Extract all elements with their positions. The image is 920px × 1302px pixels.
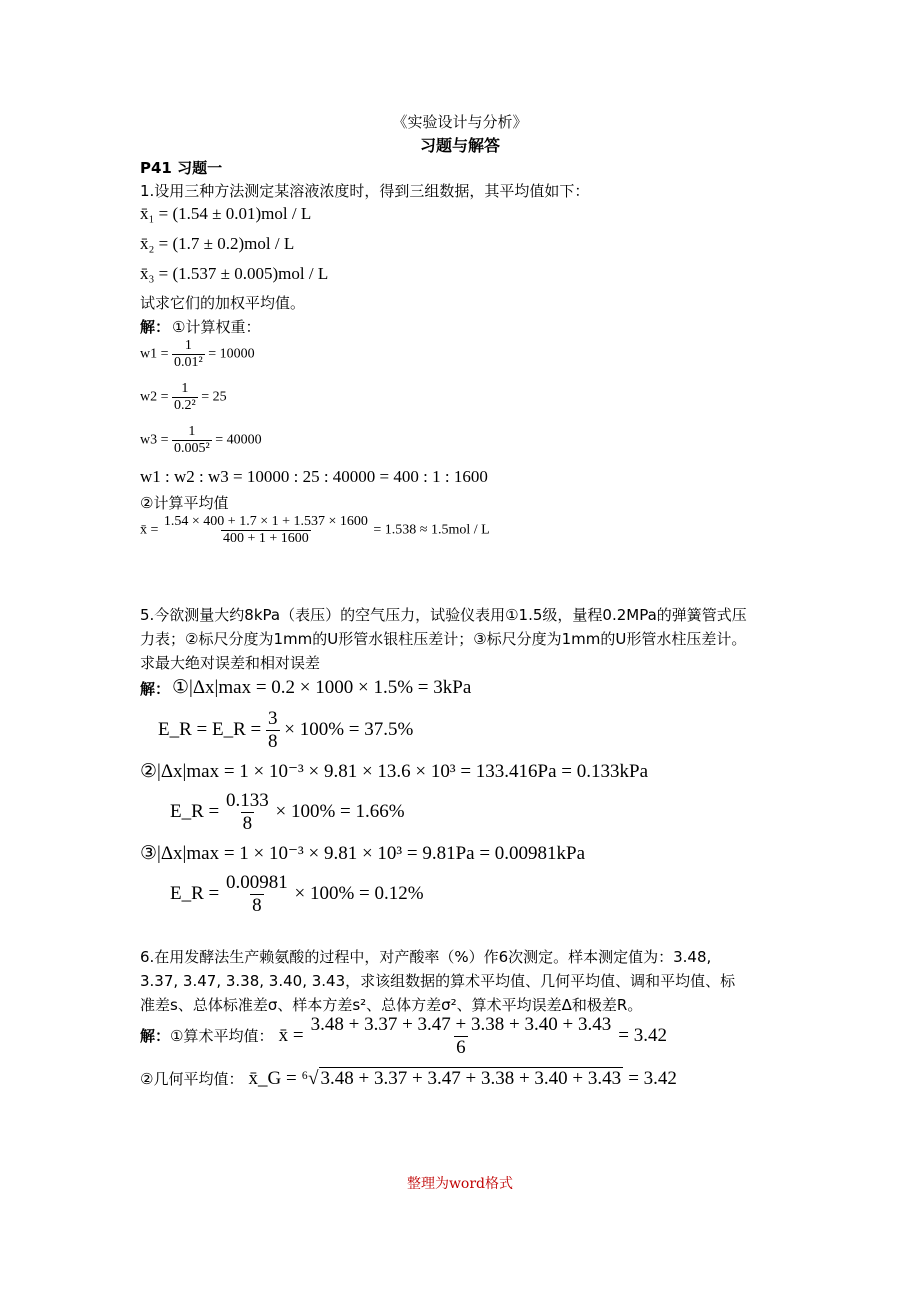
footer-note: 整理为word格式 [406,1176,514,1192]
q5-s2-er-rhs: × 100% = 1.66% [275,800,405,822]
q1-step1: ①计算权重： [172,318,261,336]
q1-avg-rhs: = 1.538 ≈ 1.5mol / L [373,522,490,538]
q1-w3-lhs: w3 = [140,432,169,448]
q1-w3-frac [172,424,212,457]
q5-s2-er-den: 8 [242,813,253,834]
q5-s2-er-lhs: E_R = [170,800,220,822]
q1-w3-den: 0.005² [174,441,210,456]
q1-avg-lhs: x̄ = [140,522,159,538]
q1-ratio: w1 : w2 : w3 = 10000 : 25 : 40000 = 400 : 1 : 1600 [140,467,488,486]
doc-subtitle: 习题与解答 [419,136,500,155]
q6-arith-mean [140,1014,667,1059]
q6-a2-rhs: = 3.42 [628,1068,677,1089]
q1-w3-rhs: = 40000 [215,432,262,448]
q6-prompt-line2: 3.37, 3.47, 3.38, 3.40, 3.43，求该组数据的算术平均值、几何平均值、调和平均值、标 [140,972,736,990]
q1-solution-label: 解： [140,318,171,336]
q1-w1-frac [172,338,205,371]
q1-w1 [140,338,255,371]
q5-prompt-line1: 5.今欲测量大约8kPa（表压）的空气压力，试验仪表用①1.5级，量程0.2MPa的弹簧管式压 [140,606,747,624]
q1-avg-den: 400 + 1 + 1600 [223,531,309,546]
q5-s1-er [158,708,413,753]
q5-s3-eq: ③|Δx|max = 1 × 10⁻³ × 9.81 × 10³ = 9.81Pa = 0.00981kPa [140,843,586,864]
q5-s1-er-num: 3 [268,708,278,729]
q5-s3-er-lhs: E_R = [170,882,220,904]
q1-w1-den: 0.01² [174,355,203,370]
q5-s2-er-frac [224,790,271,835]
q1-x3: x̄₃ = (1.537 ± 0.005)mol / L [140,264,329,283]
q5-prompt-line3: 求最大绝对误差和相对误差 [140,654,321,672]
q1-w2-num: 1 [181,381,189,396]
q1-avg-frac [162,514,370,547]
q5-s3-er-den: 8 [252,895,262,916]
q6-prompt-line1: 6.在用发酵法生产赖氨酸的过程中，对产酸率（%）作6次测定。样本测定值为：3.48, [140,948,712,966]
q6-a1-label: ①算术平均值： [170,1027,274,1045]
q5-s1-er-frac [266,708,280,753]
q6-a1-num: 3.48 + 3.37 + 3.47 + 3.38 + 3.40 + 3.43 [310,1014,612,1035]
q6-a1-den: 6 [456,1037,466,1058]
q5-s2-er-num: 0.133 [226,790,269,811]
q5-s3-er [170,872,424,917]
q1-w1-rhs: = 10000 [208,346,255,362]
q1-w3 [140,424,262,457]
q1-step2: ②计算平均值 [140,494,229,512]
q1-w2-lhs: w2 = [140,389,169,405]
q6-geo-mean [140,1068,677,1090]
q5-s2-er [170,790,405,835]
q5-s3-er-rhs: × 100% = 0.12% [294,882,424,904]
q5-s1-eq: ①|Δx|max = 0.2 × 1000 × 1.5% = 3kPa [172,677,472,698]
q6-a1-frac [309,1014,614,1059]
section-heading: P41 习题一 [140,159,223,177]
q5-s3-er-num: 0.00981 [226,872,288,893]
q1-w2-rhs: = 25 [201,389,227,405]
q5-s1-er-den: 8 [268,731,278,752]
q1-w1-lhs: w1 = [140,346,169,362]
q1-x2: x̄₂ = (1.7 ± 0.2)mol / L [140,234,295,253]
q5-s1-er-rhs: × 100% = 37.5% [284,718,414,740]
q6-solution-label: 解： [140,1027,171,1045]
q6-a2-radicand: 3.48 + 3.37 + 3.47 + 3.38 + 3.40 + 3.43 [320,1068,622,1089]
q1-w1-num: 1 [184,338,192,353]
q6-a1-rhs: = 3.42 [618,1025,668,1046]
q6-a1-lhs: x̄ = [278,1025,304,1046]
q1-w2-den: 0.2² [174,398,196,413]
q1-prompt: 1.设用三种方法测定某溶液浓度时，得到三组数据，其平均值如下： [140,182,590,200]
book-title: 《实验设计与分析》 [392,113,528,131]
q6-prompt-line3: 准差s、总体标准差σ、样本方差s²、总体方差σ²、算术平均误差Δ和极差R。 [140,996,643,1014]
q5-s1-er-lhs: E_R = E_R = [158,718,262,740]
q1-w2 [140,381,227,414]
q5-s2-eq: ②|Δx|max = 1 × 10⁻³ × 9.81 × 13.6 × 10³ = 133.416Pa = 0.133kPa [140,761,648,782]
q6-a2-label: ②几何平均值： [140,1070,244,1088]
q5-solution-label: 解： [140,680,171,698]
q6-a2-lhs: x̄_G = ⁶√ [248,1068,319,1089]
q1-w2-frac [172,381,198,414]
q5-s3-er-frac [224,872,290,917]
q1-w3-num: 1 [188,424,196,439]
q1-ask: 试求它们的加权平均值。 [140,294,306,312]
q1-avg-num: 1.54 × 400 + 1.7 × 1 + 1.537 × 1600 [163,514,368,529]
q1-average [140,514,490,547]
q5-prompt-line2: 力表；②标尺分度为1mm的U形管水银柱压差计；③标尺分度为1mm的U形管水柱压差计。 [140,630,747,648]
q1-x1: x̄₁ = (1.54 ± 0.01)mol / L [140,204,312,223]
